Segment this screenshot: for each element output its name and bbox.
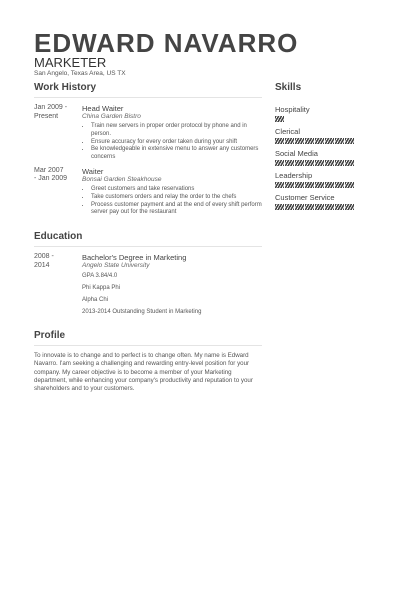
duty-item: • Be knowledgeable in extensive menu to answer any customers concerns — [91, 146, 262, 162]
job-title: Head Waiter — [82, 104, 124, 113]
company-name: China Garden Bistro — [82, 113, 141, 120]
skill-level-segment — [335, 182, 344, 188]
skill-level-segment — [275, 160, 284, 166]
skills-heading: Skills — [275, 82, 302, 93]
job-duties — [82, 186, 262, 217]
skill-level-segment — [345, 160, 354, 166]
skill-level-segment — [295, 182, 304, 188]
work-history-heading: Work History — [34, 82, 262, 98]
skill-level-segment — [275, 138, 284, 144]
skill-level-segment — [275, 182, 284, 188]
skill-level-segment — [345, 116, 354, 122]
duty-item: • Process customer payment and at the end of every shift perform server pay out for the restaurant — [91, 202, 262, 218]
skill-level-segment — [335, 116, 344, 122]
company-name: Bonsai Garden Steakhouse — [82, 175, 162, 183]
skill-item — [275, 171, 367, 188]
profile-text: To innovate is to change and to perfect is to change often. My name is Edward Navarro. I'am seeking a challenging and rewarding entry-level position for your company. My career objective is to become a member of your Marketing department, while enhancing your company's productivity and reputation to your shareholders and to your customers. — [34, 352, 253, 393]
skill-level-segment — [285, 182, 294, 188]
duty-item: • Train new servers in proper order protocol by phone and in person. — [91, 123, 262, 139]
job-duties — [82, 123, 262, 162]
work-date: Jan 2009 - Present — [34, 104, 68, 120]
skill-name: Hospitality — [275, 105, 310, 114]
skill-level-segment — [345, 204, 354, 210]
education-detail: GPA 3.84/4.0 — [82, 273, 118, 280]
skill-level-segment — [315, 160, 324, 166]
skill-level-segment — [295, 138, 304, 144]
education-entry — [34, 253, 262, 316]
skill-level-segment — [285, 160, 294, 166]
duty-item: • Ensure accuracy for every order taken during your shift — [91, 139, 262, 147]
education-heading: Education — [34, 231, 262, 247]
school-name: Angelo State University — [82, 262, 150, 270]
education-date: 2008 - 2014 — [34, 253, 54, 269]
skill-level-segment — [285, 116, 294, 122]
skill-level-segment — [325, 116, 334, 122]
profile-heading: Profile — [34, 330, 262, 346]
skill-level-segment — [285, 138, 294, 144]
skill-level-segment — [315, 116, 324, 122]
skill-name: Social Media — [275, 149, 318, 158]
skill-item — [275, 193, 367, 210]
main-column — [34, 82, 262, 394]
skill-level-bar — [275, 116, 367, 122]
skill-level-segment — [305, 160, 314, 166]
skill-level-segment — [305, 138, 314, 144]
work-entry — [34, 104, 262, 162]
skill-name: Leadership — [275, 171, 313, 180]
education-detail: 2013-2014 Outstanding Student in Marketing — [82, 309, 202, 316]
candidate-location: San Angelo, Texas Area, US TX — [34, 70, 126, 77]
skill-item — [275, 127, 367, 144]
duty-item: • Take customers orders and relay the order to the chefs — [91, 194, 262, 202]
skill-level-bar — [275, 138, 367, 144]
skill-level-segment — [315, 182, 324, 188]
education-detail: Alpha Chi — [82, 297, 109, 304]
skill-level-segment — [335, 138, 344, 144]
skill-level-segment — [335, 204, 344, 210]
work-date: Mar 2007 - Jan 2009 — [34, 166, 68, 183]
skill-level-segment — [305, 204, 314, 210]
skill-name: Clerical — [275, 127, 301, 136]
skill-level-segment — [325, 160, 334, 166]
skill-level-segment — [345, 182, 354, 188]
skill-name: Customer Service — [275, 193, 335, 202]
skills-list — [275, 105, 367, 210]
skill-level-segment — [295, 204, 304, 210]
skill-level-segment — [275, 116, 284, 122]
skill-level-segment — [345, 138, 354, 144]
skill-item — [275, 105, 367, 122]
skill-level-segment — [305, 116, 314, 122]
degree-title: Bachelor's Degree in Marketing — [82, 253, 187, 263]
skill-level-segment — [325, 182, 334, 188]
job-title: Waiter — [82, 166, 104, 176]
skill-item — [275, 149, 367, 166]
skill-level-segment — [295, 160, 304, 166]
education-detail: Phi Kappa Phi — [82, 285, 121, 292]
skill-level-segment — [315, 204, 324, 210]
skill-level-segment — [325, 138, 334, 144]
skill-level-segment — [315, 138, 324, 144]
skill-level-bar — [275, 204, 367, 210]
candidate-name: EDWARD NAVARRO — [34, 28, 299, 58]
skill-level-segment — [275, 204, 284, 210]
skill-level-segment — [295, 116, 304, 122]
work-entry — [34, 167, 262, 217]
skill-level-segment — [335, 160, 344, 166]
candidate-title: MARKETER — [34, 55, 107, 70]
skill-level-bar — [275, 182, 367, 188]
skill-level-segment — [305, 182, 314, 188]
sidebar-skills — [275, 82, 367, 210]
skill-level-segment — [285, 204, 294, 210]
duty-item: • Greet customers and take reservations — [91, 186, 262, 194]
skill-level-bar — [275, 160, 367, 166]
skill-level-segment — [325, 204, 334, 210]
